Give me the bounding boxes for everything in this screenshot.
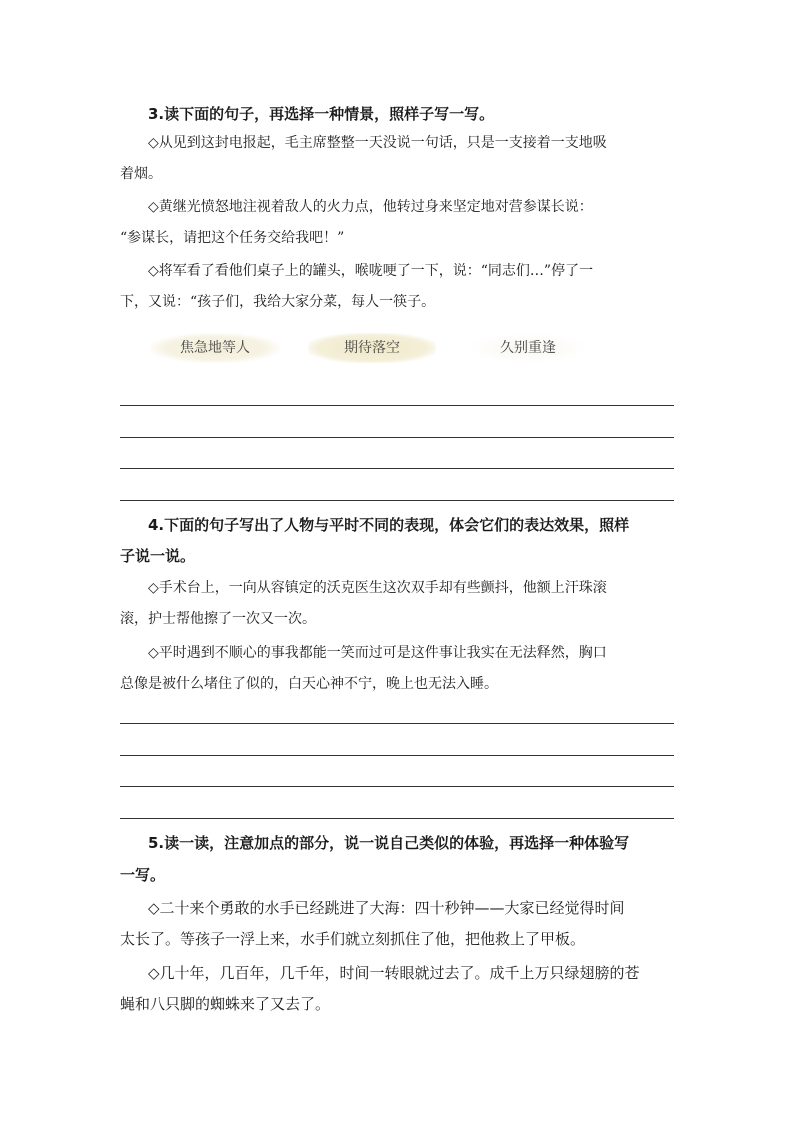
q5-sentence-1-line-1: ◇二十来个勇敢的水手已经跳进了大海：四十秒钟——大家已经觉得时间 bbox=[148, 899, 625, 917]
question-4-heading-line-2: 子说一说。 bbox=[120, 547, 196, 565]
q5-sentence-1 bbox=[120, 893, 676, 955]
q3-sentence-2-line-2: “参谋长，请把这个任务交给我吧！” bbox=[120, 230, 345, 246]
question-5-heading-line-2: 一写。 bbox=[120, 866, 166, 884]
q3-answer-line-4[interactable] bbox=[120, 500, 674, 501]
q4-answer-line-1[interactable] bbox=[120, 723, 674, 724]
q3-answer-line-1[interactable] bbox=[120, 405, 674, 406]
q4-sentence-2 bbox=[120, 638, 676, 700]
q5-sentence-2-line-1: ◇几十年，几百年，几千年，时间一转眼就过去了。成千上万只绿翅膀的苍 bbox=[148, 964, 640, 982]
q3-sentence-1-line-1: ◇从见到这封电报起，毛主席整整一天没说一句话，只是一支接着一支地吸 bbox=[148, 135, 607, 151]
q3-scenario-options bbox=[150, 333, 620, 365]
q3-sentence-1-line-2: 着烟。 bbox=[120, 166, 162, 182]
q5-sentence-2 bbox=[120, 958, 676, 1020]
question-5-heading-line-1: 5.读一读，注意加点的部分，说一说自己类似的体验，再选择一种体验写 bbox=[148, 834, 630, 852]
q3-sentence-3-line-1: ◇将军看了看他们桌子上的罐头，喉咙哽了一下，说：“同志们…”停了一 bbox=[148, 263, 594, 279]
q4-sentence-2-line-2: 总像是被什么堵住了似的，白天心神不宁，晚上也无法入睡。 bbox=[120, 676, 498, 692]
scenario-option-reunion: 久别重逢 bbox=[468, 333, 588, 363]
q4-answer-line-2[interactable] bbox=[120, 755, 674, 756]
q3-sentence-2 bbox=[120, 192, 676, 254]
q3-sentence-2-line-1: ◇黄继光愤怒地注视着敌人的火力点，他转过身来坚定地对营参谋长说： bbox=[148, 199, 593, 215]
question-4-heading-line-1: 4.下面的句子写出了人物与平时不同的表现，体会它们的表达效果，照样 bbox=[148, 516, 630, 534]
q3-answer-line-2[interactable] bbox=[120, 437, 674, 438]
q4-answer-line-4[interactable] bbox=[120, 818, 674, 819]
q4-sentence-2-line-1: ◇平时遇到不顺心的事我都能一笑而过可是这件事让我实在无法释然，胸口 bbox=[148, 645, 607, 661]
scenario-option-disappointed: 期待落空 bbox=[308, 333, 436, 363]
q4-sentence-1-line-1: ◇手术台上，一向从容镇定的沃克医生这次双手却有些颤抖，他额上汗珠滚 bbox=[148, 580, 607, 596]
q4-sentence-1 bbox=[120, 573, 676, 635]
q3-sentence-1 bbox=[120, 128, 676, 190]
q3-sentence-3 bbox=[120, 256, 676, 318]
q4-sentence-1-line-2: 滚，护士帮他擦了一次又一次。 bbox=[120, 611, 316, 627]
q5-sentence-2-line-2: 蝇和八只脚的蜘蛛来了又去了。 bbox=[120, 995, 331, 1013]
scenario-option-waiting: 焦急地等人 bbox=[150, 333, 280, 363]
q3-answer-line-3[interactable] bbox=[120, 468, 674, 469]
q5-sentence-1-line-2: 太长了。等孩子一浮上来，水手们就立刻抓住了他，把他救上了甲板。 bbox=[120, 930, 586, 948]
question-3-heading: 3.读下面的句子，再选择一种情景，照样子写一写。 bbox=[148, 105, 495, 123]
q4-answer-line-3[interactable] bbox=[120, 786, 674, 787]
q3-sentence-3-line-2: 下，又说：“孩子们，我给大家分菜，每人一筷子。 bbox=[120, 294, 436, 310]
